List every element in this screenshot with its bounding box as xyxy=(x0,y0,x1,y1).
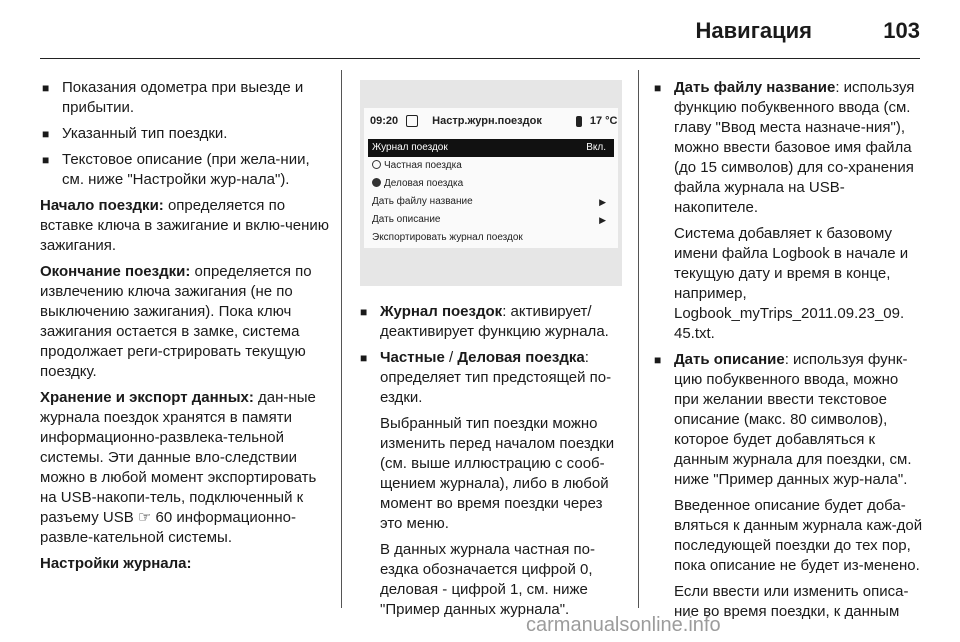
row-label: Дать описание xyxy=(372,214,441,225)
bullet-item: ■ Показания одометра при выезде и прибытии. xyxy=(40,78,330,118)
screen-illustration xyxy=(360,80,622,286)
bullet-item xyxy=(358,302,628,342)
paragraph: Выбранный тип поездки можно изменить перед началом поездки (см. выше иллюстрацию с сооб-щением журнала), либо в любой момент во время поездки через это меню. xyxy=(380,415,615,532)
bullet-item: ■ Указанный тип поездки. xyxy=(40,124,330,144)
menu-row-business-trip[interactable] xyxy=(368,175,614,193)
watermark: carmanualsonline.info xyxy=(526,614,721,636)
paragraph: Введенное описание будет доба-вляться к данным журнала каж-дой последующей поездки до тех пор, пока описание не будет из-менено. xyxy=(674,497,923,574)
definition: : активирует/ деактивирует функцию журнала. xyxy=(380,303,609,340)
row-label: Журнал поездок xyxy=(372,142,448,153)
radio-off-icon xyxy=(372,160,381,169)
term: Окончание поездки: xyxy=(40,263,191,280)
row-label: Экспортировать журнал поездок xyxy=(372,232,523,243)
definition: : используя функцию побуквенного ввода (см. главу "Ввод места назначе-ния"), можно ввести базовое имя файла (до 15 символов) для со-хранения файла журнала на USB-накопителе. xyxy=(674,79,915,216)
clock: 09:20 xyxy=(370,115,399,127)
paragraph-trip-end xyxy=(40,262,330,382)
definition: определяется по извлечению ключа зажигания (не по выключению зажигания). Пока ключ зажигания остается в замке, система продолжает реги-стрировать текущую поездку. xyxy=(40,263,312,380)
bullet-item xyxy=(652,350,924,490)
back-icon xyxy=(406,115,418,127)
radio-on-icon xyxy=(372,178,381,187)
page-number: 103 xyxy=(883,18,920,43)
menu-row-export[interactable] xyxy=(368,229,614,247)
row-value: Вкл. xyxy=(586,142,606,153)
paragraph: Если ввести или изменить описа-ние во время поездки, к данным xyxy=(674,583,909,620)
menu-row-logbook[interactable] xyxy=(368,139,614,157)
column-3 xyxy=(652,78,924,628)
column-2 xyxy=(358,302,628,626)
subheading-settings: Настройки журнала: xyxy=(40,555,192,572)
thermometer-icon xyxy=(576,116,582,127)
temperature: 17 °C xyxy=(589,115,618,127)
paragraph: Система добавляет к базовому имени файла Logbook в начале и текущую дату и время в конце, например, Logbook_myTrips_2011.09.23_09. 45.txt. xyxy=(674,225,909,342)
bullet-item: ■ Текстовое описание (при жела-нии, см. ниже "Настройки жур-нала"). xyxy=(40,150,330,190)
row-label: Деловая поездка xyxy=(384,178,464,189)
screen-title: Настр.журн.поездок xyxy=(432,115,542,127)
row-label: Частная поездка xyxy=(384,160,462,171)
menu-row-private-trip[interactable] xyxy=(368,157,614,175)
term: Хранение и экспорт данных: xyxy=(40,389,254,406)
definition: определяется по вставке ключа в зажигание и вклю-чению зажигания. xyxy=(40,197,330,254)
menu-row-description[interactable] xyxy=(368,211,614,229)
bullet-item xyxy=(652,78,924,218)
paragraph-trip-start xyxy=(40,196,330,256)
term: Начало поездки: xyxy=(40,197,164,214)
logbook-settings-screen xyxy=(364,108,618,248)
column-divider xyxy=(341,70,342,608)
chevron-right-icon: ▶ xyxy=(599,215,606,225)
term: Журнал поездок xyxy=(380,303,503,320)
section-title: Навигация xyxy=(695,18,812,43)
term: Частные xyxy=(380,349,445,366)
column-1 xyxy=(40,78,330,580)
definition: : определяет тип предстоящей по-ездки. xyxy=(380,349,612,406)
separator: / xyxy=(444,349,458,366)
definition: дан-ные журнала поездок хранятся в памяти информационно-развлека-тельной системы. Эти данные вло-следствии можно в любой момент экспортировать на USB-накопи-тель, подключенный к разъему USB ☞ 60 информационно-развле-кательной системы. xyxy=(40,389,317,546)
column-divider xyxy=(638,70,639,608)
screen-status-bar xyxy=(370,115,617,127)
definition: : используя функ-цию побуквенного ввода, можно при желании ввести текстовое описание (макс. 80 символов), которое будет добавляться к данным журнала для поездки, см. ниже "Пример данных жур-нала". xyxy=(674,351,912,488)
term: Дать описание xyxy=(674,351,785,368)
paragraph: В данных журнала частная по-ездка обозначается цифрой 0, деловая - цифрой 1, см. ниже "Пример данных журнала". xyxy=(380,541,595,618)
menu-row-file-name[interactable] xyxy=(368,193,614,211)
bullet-item xyxy=(358,348,628,408)
chevron-right-icon: ▶ xyxy=(599,197,606,207)
header-rule xyxy=(40,58,920,59)
row-label: Дать файлу название xyxy=(372,196,473,207)
term: Дать файлу название xyxy=(674,79,836,96)
paragraph-storage xyxy=(40,388,330,548)
term: Деловая поездка xyxy=(457,349,585,366)
